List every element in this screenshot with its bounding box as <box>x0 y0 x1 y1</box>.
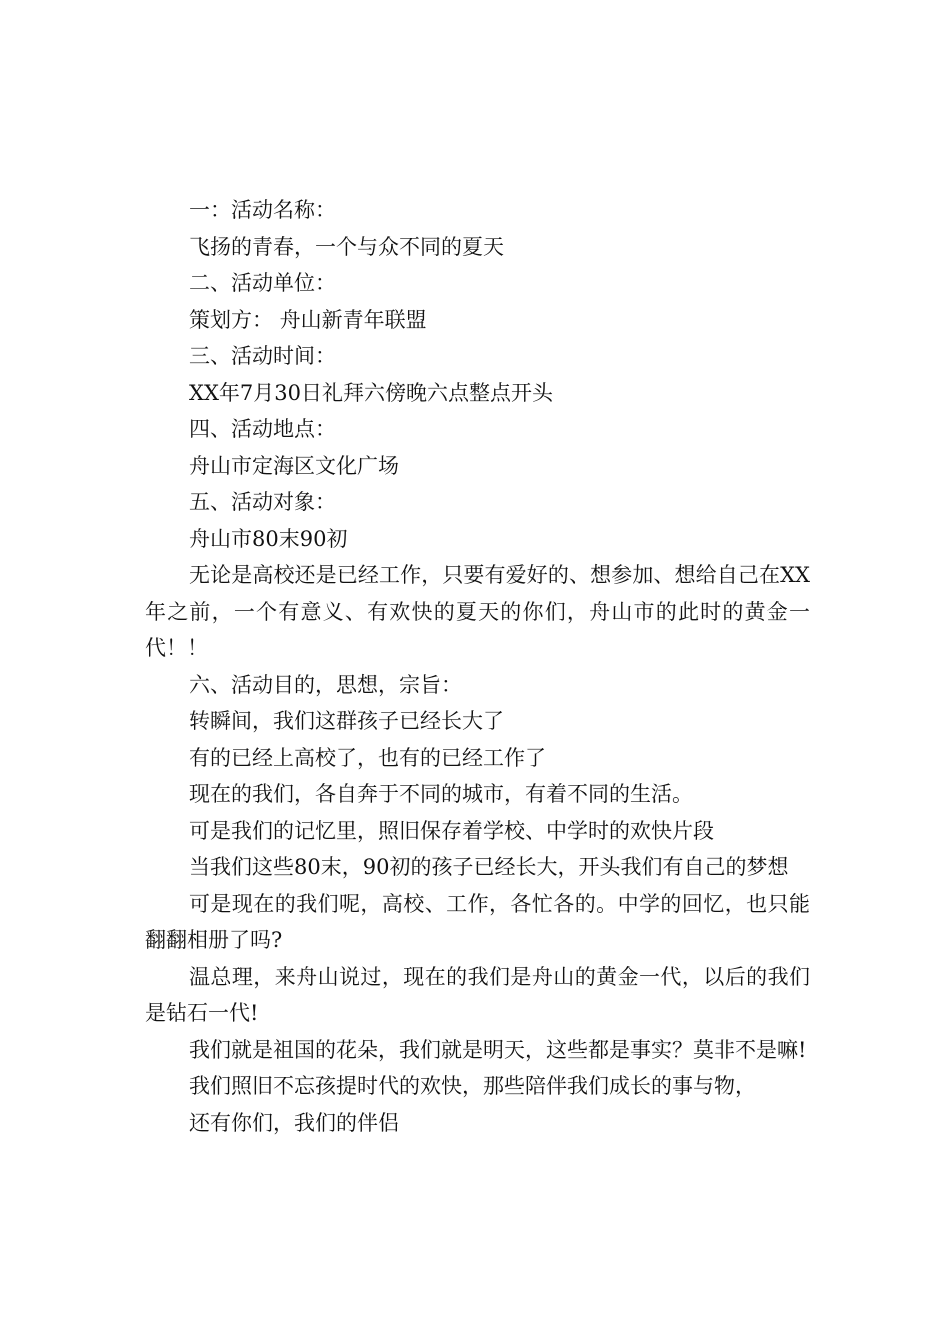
paragraph-organizer: 策划方： 舟山新青年联盟 <box>189 307 427 332</box>
document-body <box>145 192 810 1141</box>
paragraph-purpose-10: 还有你们，我们的伴侣 <box>189 1110 399 1135</box>
paragraph-audience: 舟山市80末90初 <box>189 526 348 551</box>
paragraph-purpose-4: 可是我们的记忆里，照旧保存着学校、中学时的欢快片段 <box>189 818 714 843</box>
section-heading-organizer: 二、活动单位： <box>189 271 336 295</box>
paragraph-time: XX年7月30日礼拜六傍晚六点整点开头 <box>189 380 553 405</box>
paragraph-location: 舟山市定海区文化广场 <box>189 453 399 478</box>
section-heading-activity-name: 一：活动名称： <box>189 198 336 222</box>
paragraph-audience-detail: 无论是高校还是已经工作，只要有爱好的、想参加、想给自己在XX年之前，一个有意义、有欢快的夏天的你们，舟山市的此时的黄金一代！！ <box>145 563 810 660</box>
paragraph-purpose-3: 现在的我们，各自奔于不同的城市，有着不同的生活。 <box>189 782 693 806</box>
paragraph-purpose-7: 温总理，来舟山说过，现在的我们是舟山的黄金一代，以后的我们是钻石一代! <box>145 964 810 1025</box>
paragraph-purpose-2: 有的已经上高校了，也有的已经工作了 <box>189 745 546 770</box>
section-heading-time: 三、活动时间： <box>189 344 336 368</box>
section-heading-audience: 五、活动对象： <box>189 490 336 514</box>
section-heading-location: 四、活动地点： <box>189 417 336 441</box>
section-heading-purpose: 六、活动目的，思想，宗旨： <box>189 672 462 697</box>
paragraph-purpose-9: 我们照旧不忘孩提时代的欢快，那些陪伴我们成长的事与物， <box>189 1074 756 1098</box>
paragraph-purpose-1: 转瞬间，我们这群孩子已经长大了 <box>189 709 504 733</box>
paragraph-activity-name: 飞扬的青春，一个与众不同的夏天 <box>189 234 504 259</box>
paragraph-purpose-5: 当我们这些80末，90初的孩子已经长大，开头我们有自己的梦想 <box>189 855 789 879</box>
paragraph-purpose-6: 可是现在的我们呢，高校、工作，各忙各的。中学的回忆，也只能翻翻相册了吗? <box>145 891 810 952</box>
paragraph-purpose-8: 我们就是祖国的花朵，我们就是明天，这些都是事实？莫非不是嘛! <box>189 1037 807 1062</box>
